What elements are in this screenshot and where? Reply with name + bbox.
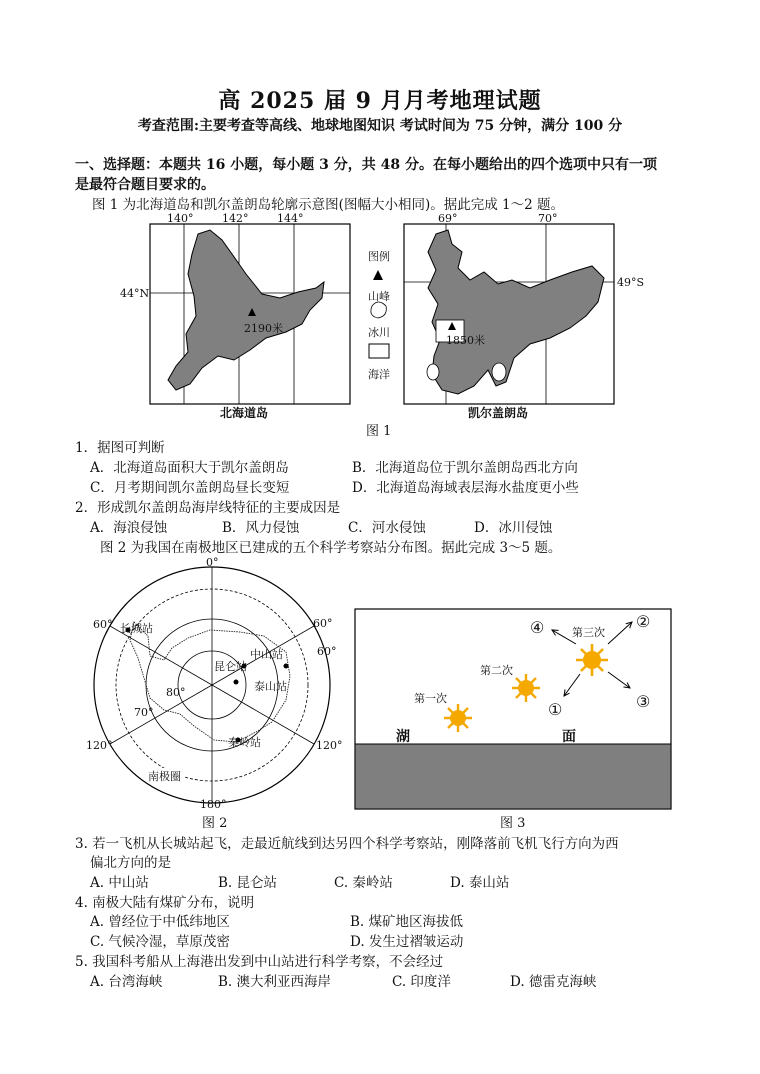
q5-stem: 5. 我国科考船从上海港出发到中山站进行科学考察，不会经过 [75, 954, 444, 970]
legend-ocean-icon [369, 344, 389, 358]
q3-stem-line1: 3. 若一飞机从长城站起飞，走最近航线到达另四个科学考察站，刚降落前飞机飞行方向为西 [75, 836, 619, 852]
q2-option-c[interactable]: C．河水侵蚀 [348, 520, 426, 536]
fig3-second-label: 第二次 [480, 664, 513, 677]
figure3-diagram [354, 608, 674, 814]
taishan-station-dot [234, 680, 239, 685]
sun-first [444, 704, 472, 732]
peak-1850: 1850米 [446, 334, 485, 347]
section-heading [75, 155, 695, 195]
figure1-intro: 图 1 为北海道岛和凯尔盖朗岛轮廓示意图(图幅大小相同)。据此完成 1～2 题。 [92, 197, 564, 213]
fig2-lon-60w: 60° [93, 618, 113, 631]
peak-2190: 2190米 [244, 322, 283, 335]
fig3-label-3: ③ [636, 692, 651, 711]
q1-option-a[interactable]: A．北海道岛面积大于凯尔盖朗岛 [90, 460, 289, 476]
page-title: 高 2025 届 9 月月考地理试题 [218, 88, 542, 114]
figure2-intro: 图 2 为我国在南极地区已建成的五个科学考察站分布图。据此完成 3～5 题。 [100, 540, 562, 556]
q5-option-c[interactable]: C. 印度洋 [392, 974, 451, 990]
figure1-maps [110, 210, 630, 425]
q1-option-c[interactable]: C．月考期间凯尔盖朗岛昼长变短 [90, 480, 290, 496]
section-line-1: 一、选择题：本题共 16 小题，每小题 3 分，共 48 分。在每小题给出的四个选项中只有一项 [75, 157, 657, 173]
fig2-lon-60e-b: 60° [317, 645, 337, 658]
figure1-caption: 图 1 [366, 424, 392, 439]
fig2-lat-80: 80° [166, 686, 186, 699]
q2-option-a[interactable]: A．海浪侵蚀 [90, 520, 168, 536]
fig3-lake-char-2: 面 [562, 729, 576, 745]
map-name-hokkaido: 北海道岛 [220, 406, 269, 420]
lon-70: 70° [538, 212, 558, 225]
fig2-lon-180: 180° [200, 798, 227, 811]
legend-title: 图例 [368, 250, 390, 263]
legend-glacier-icon [371, 302, 386, 318]
kunlun-station-label: 昆仑站 [214, 660, 247, 673]
q5-option-d[interactable]: D. 德雷克海峡 [510, 974, 597, 990]
changcheng-station-label: 长城站 [120, 622, 153, 635]
zhongshan-station-label: 中山站 [250, 648, 283, 661]
lat-44n: 44°N [120, 287, 150, 300]
qinling-station-label: 秦岭站 [228, 736, 261, 749]
q3-option-a[interactable]: A. 中山站 [90, 875, 149, 891]
exam-scope: 考查范围:主要考查等高线、地球地图知识 考试时间为 75 分钟，满分 100 分 [137, 118, 623, 134]
q2-option-b[interactable]: B．风力侵蚀 [222, 520, 300, 536]
map-name-kerguelen: 凯尔盖朗岛 [468, 406, 529, 420]
fig2-lon-60e-a: 60° [313, 617, 333, 630]
figure3-caption: 图 3 [500, 816, 526, 831]
legend-ocean-label: 海洋 [368, 368, 390, 381]
kerguelen-glacier-1 [427, 364, 439, 380]
q1-option-b[interactable]: B．北海道岛位于凯尔盖朗岛西北方向 [352, 460, 578, 476]
q5-option-a[interactable]: A. 台湾海峡 [90, 974, 163, 990]
q1-stem: 1．据图可判断 [75, 440, 165, 456]
q2-stem: 2．形成凯尔盖朗岛海岸线特征的主要成因是 [75, 500, 341, 516]
fig3-label-2: ② [636, 612, 651, 631]
fig3-label-1: ① [548, 700, 563, 719]
antarctic-circle-label: 南极圈 [148, 770, 181, 783]
q4-stem: 4. 南极大陆有煤矿分布，说明 [75, 895, 255, 911]
section-line-2: 是最符合题目要求的。 [75, 177, 215, 193]
lon-144: 144° [277, 212, 304, 225]
q1-option-d[interactable]: D．北海道岛海域表层海水盐度更小些 [352, 480, 579, 496]
lon-142: 142° [222, 212, 249, 225]
q3-option-b[interactable]: B. 昆仑站 [218, 875, 278, 891]
fig2-lon-120e: 120° [316, 739, 343, 752]
lake-water [355, 744, 671, 809]
fig3-lake-char-1: 湖 [396, 729, 410, 745]
fig3-first-label: 第一次 [414, 692, 447, 705]
q3-option-d[interactable]: D. 泰山站 [450, 875, 510, 891]
kerguelen-glacier-2 [492, 363, 506, 381]
q4-option-a[interactable]: A. 曾经位于中低纬地区 [90, 914, 230, 930]
legend-glacier-label: 冰川 [368, 326, 390, 339]
figure2-antarctic-map [90, 560, 340, 815]
fig2-lon-120w: 120° [86, 739, 113, 752]
legend-peak-icon [373, 270, 383, 280]
q4-option-b[interactable]: B. 煤矿地区海拔低 [350, 914, 464, 930]
sun-second [512, 674, 540, 702]
fig2-lat-70: 70° [134, 706, 154, 719]
taishan-station-label: 泰山站 [254, 680, 287, 693]
fig3-label-4: ④ [530, 618, 545, 637]
q4-option-d[interactable]: D. 发生过褶皱运动 [350, 934, 464, 950]
fig2-lon-0: 0° [206, 556, 219, 569]
q5-option-b[interactable]: B. 澳大利亚西海岸 [218, 974, 332, 990]
zhongshan-station-dot [284, 664, 289, 669]
q3-stem-line2: 偏北方向的是 [90, 855, 171, 871]
q2-option-d[interactable]: D．冰川侵蚀 [474, 520, 553, 536]
lon-69: 69° [438, 212, 458, 225]
q4-option-c[interactable]: C. 气候冷湿，草原茂密 [90, 934, 230, 950]
fig3-third-label: 第三次 [572, 626, 605, 639]
figure2-caption: 图 2 [202, 816, 228, 831]
legend-peak-label: 山峰 [368, 290, 390, 303]
lon-140: 140° [167, 212, 194, 225]
lat-49s: 49°S [617, 276, 645, 289]
q3-option-c[interactable]: C. 秦岭站 [334, 875, 393, 891]
